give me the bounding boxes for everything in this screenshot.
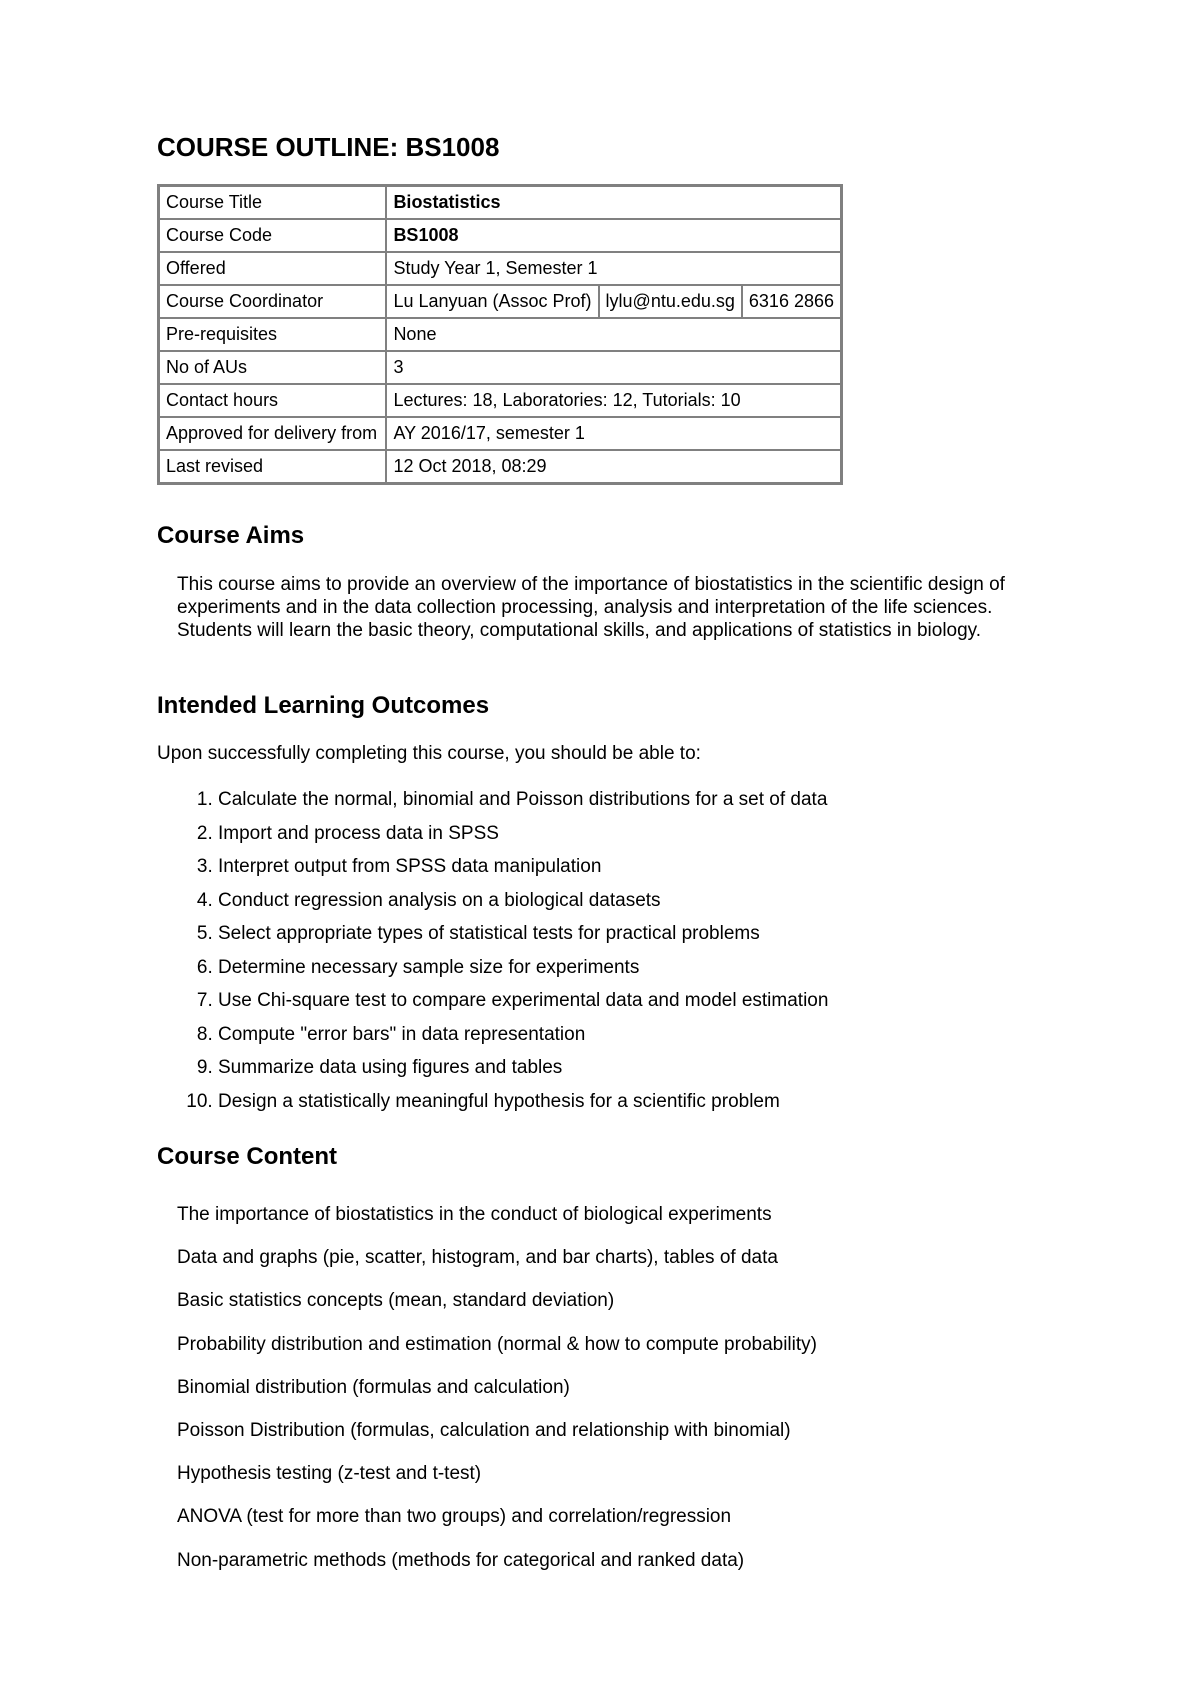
last-revised-value: 12 Oct 2018, 08:29: [386, 450, 841, 483]
list-item: Data and graphs (pie, scatter, histogram, and bar charts), tables of data: [177, 1247, 778, 1269]
course-content-list: [177, 1193, 817, 1582]
list-item: Basic statistics concepts (mean, standard deviation): [177, 1290, 615, 1312]
course-content-heading: Course Content: [157, 1143, 337, 1170]
contact-hours-value: Lectures: 18, Laboratories: 12, Tutorials: 10: [386, 384, 841, 417]
list-item: The importance of biostatistics in the conduct of biological experiments: [177, 1204, 772, 1225]
row-label: Approved for delivery from: [159, 417, 386, 450]
row-label: Last revised: [159, 450, 386, 483]
list-item: 10. Design a statistically meaningful hypothesis for a scientific problem: [218, 1085, 828, 1119]
course-info-table: [157, 184, 843, 485]
aus-value: 3: [386, 351, 841, 384]
list-item: 5. Select appropriate types of statistical tests for practical problems: [218, 917, 828, 951]
list-item: 7. Use Chi-square test to compare experimental data and model estimation: [218, 984, 828, 1018]
table-row: [159, 219, 841, 252]
course-aims-heading: Course Aims: [157, 522, 305, 549]
list-item: 3. Interpret output from SPSS data manipulation: [218, 850, 828, 884]
row-label: Offered: [159, 252, 386, 285]
offered-value: Study Year 1, Semester 1: [386, 252, 841, 285]
table-row: [159, 417, 841, 450]
row-label: Pre-requisites: [159, 318, 386, 351]
course-code-value: BS1008: [386, 219, 841, 252]
list-item: 8. Compute "error bars" in data representation: [218, 1018, 828, 1052]
coordinator-name: Lu Lanyuan (Assoc Prof): [386, 285, 598, 318]
row-label: Course Code: [159, 219, 386, 252]
learning-outcomes-heading: Intended Learning Outcomes: [157, 692, 490, 719]
list-item: 2. Import and process data in SPSS: [218, 817, 828, 851]
list-item: Probability distribution and estimation (normal & how to compute probability): [177, 1333, 817, 1355]
learning-outcomes-list: [157, 783, 828, 1118]
row-label: Contact hours: [159, 384, 386, 417]
coordinator-phone: 6316 2866: [742, 285, 841, 318]
list-item: Binomial distribution (formulas and calculation): [177, 1376, 570, 1398]
table-row: [159, 186, 841, 219]
course-title-value: Biostatistics: [386, 186, 841, 219]
list-item: 1. Calculate the normal, binomial and Poisson distributions for a set of data: [218, 783, 828, 817]
list-item: Poisson Distribution (formulas, calculation and relationship with binomial): [177, 1419, 791, 1441]
table-row: [159, 384, 841, 417]
row-label: Course Coordinator: [159, 285, 386, 318]
approved-value: AY 2016/17, semester 1: [386, 417, 841, 450]
list-item: 9. Summarize data using figures and tables: [218, 1051, 828, 1085]
coordinator-email: lylu@ntu.edu.sg: [599, 285, 742, 318]
prerequisites-value: None: [386, 318, 841, 351]
table-row: [159, 351, 841, 384]
list-item: ANOVA (test for more than two groups) and correlation/regression: [177, 1506, 732, 1528]
table-row: [159, 252, 841, 285]
row-label: Course Title: [159, 186, 386, 219]
table-row: [159, 285, 841, 318]
list-item: Hypothesis testing (z-test and t-test): [177, 1463, 482, 1485]
row-label: No of AUs: [159, 351, 386, 384]
list-item: 6. Determine necessary sample size for experiments: [218, 951, 828, 985]
learning-outcomes-intro: Upon successfully completing this course, you should be able to:: [157, 743, 701, 764]
course-aims-text: This course aims to provide an overview of the importance of biostatistics in the scientific design of experiments and in the data collection processing, analysis and interpretation of the life sciences. Students will learn the basic theory, computational skills, and applications of statistics in biology.: [177, 574, 1005, 641]
table-row: [159, 450, 841, 483]
table-row: [159, 318, 841, 351]
list-item: 4. Conduct regression analysis on a biological datasets: [218, 884, 828, 918]
page-title: COURSE OUTLINE: BS1008: [157, 132, 500, 162]
list-item: Non-parametric methods (methods for categorical and ranked data): [177, 1549, 745, 1571]
